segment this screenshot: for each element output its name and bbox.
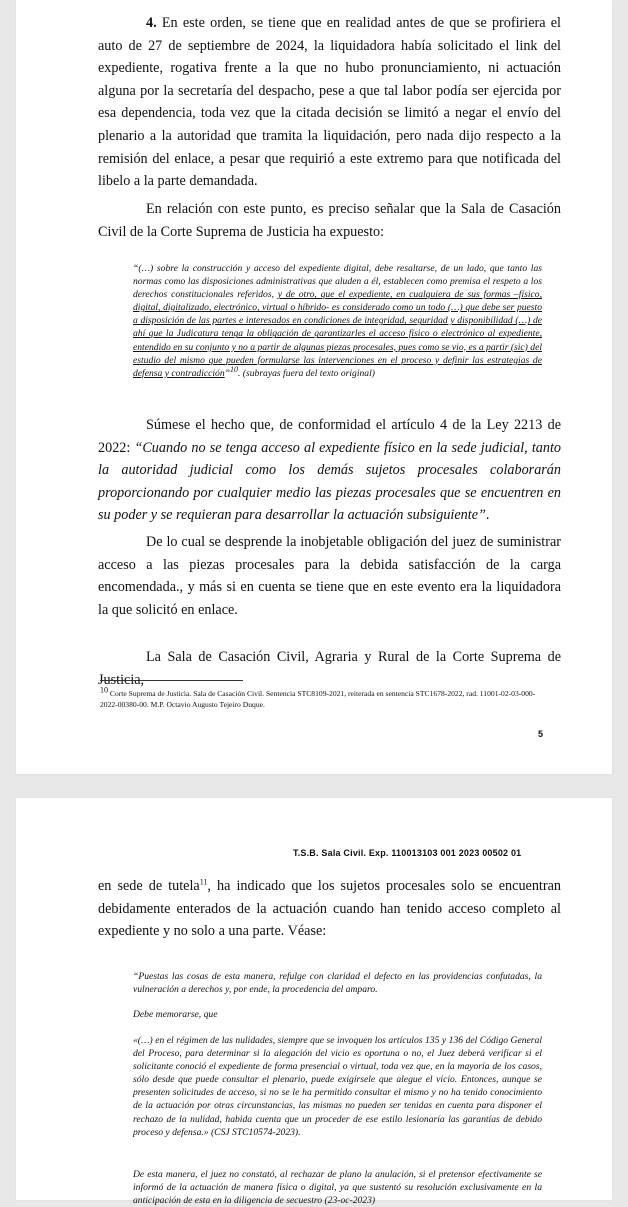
footnote-ref-11: 11 (199, 877, 208, 887)
paragraph-4: 4. En este orden, se tiene que en realidad antes de que se profiriera el auto de 27 de septiembre de 2024, la liquidadora había solicitado el link del expediente, rogativa frente a la que no hubo pronunciamiento, ni actuación alguna por la secretaría del despacho, pese a que tal labor podía ser ejercida por esa dependencia, toda vez que la citada decisión se limitó a negar el envío del plenario a la autoridad que tramita la liquidación, pero nada dijo respecto a la remisión del enlace, a pesar que requirió a este extremo para que notificada del libelo a la parte demandada. (98, 15, 561, 190)
page-number: 5 (538, 729, 544, 739)
quote-debe-memorarse: Debe memorarse, que (133, 1009, 218, 1020)
paragraph-sumese: Súmese el hecho que, de conformidad el artículo 4 de la Ley 2213 de 2022: “Cuando no se tenga acceso al expediente físico en la sede judicial, tanto la autoridad judicial como los demás sujetos procesales colaborarán proporcionando por cualquier medio las piezas procesales que se encuentren en su poder y se requieran para desarrollar la actuación subsiguiente”. (98, 417, 561, 524)
paragraph-sala: La Sala de Casación Civil, Agraria y Rural de la Corte Suprema de Justicia, (98, 649, 561, 688)
footnote-10: $^{10}$ Corte Suprema de Justicia. Sala de Casación Civil. Sentencia STC8109-2021, reiterada en sentencia STC1678-2022, rad. 11001-02-03-000-2022-00380-00. M.P. Octavio Augusto Tejeiro Duque. (100, 685, 536, 709)
law-quote: “Cuando no se tenga acceso al expediente físico en la sede judicial, tanto la autoridad judicial como los demás sujetos procesales colaborarán proporcionando por cualquier medio las piezas procesales que se encuentren en su poder y se requieran para desarrollar la actuación subsiguiente” (98, 439, 561, 524)
paragraph-sede-tutela: en sede de tutela$^{11}$, ha indicado que los sujetos procesales solo se encuentran debidamente enterados de la actuación cuando han tenido acceso completo al expediente y no solo a una parte. Véase: (98, 877, 561, 940)
paragraph-relacion: En relación con este punto, es preciso señalar que la Sala de Casación Civil de la Corte Suprema de Justicia ha expuesto: (98, 201, 561, 240)
paragraph-obligacion: De lo cual se desprende la inobjetable obligación del juez de suministrar acceso a las piezas procesales para la debida satisfacción de la carga encomendada., y más si en cuenta se tiene que en este evento era la liquidadora la que solicitó en enlace. (98, 534, 561, 618)
document-page-6 (16, 798, 612, 1207)
underlined-quote: y de otro, que el expediente, en cualquiera de sus formas –físico, digital, digitalizado, electrónico, virtual o híbrido- es considerado como un todo (…) que debe ser puesto a disposición de las partes e interesados en condiciones de integridad, seguridad y disponibilidad (…) de ahí que la Judicatura tenga la obligación de garantizarles el acceso físico o electrónico al expediente, entendido en su conjunto y no a partir de algunas piezas procesales, pues como se vio, es a partir (sic) del estudio del mismo que pueden formularse las intervenciones en el proceso y definir las estrategias de defensa y contradicción (133, 289, 542, 379)
paragraph-number: 4. (146, 15, 157, 31)
footnote-ref-10: 10 (230, 364, 238, 374)
block-quote-1: “(…) sobre la construcción y acceso del expediente digital, debe resaltarse, de un lado, que tanto las normas como las disposiciones administrativas que aluden a él, establecen como premisa el respeto a los derechos constitucionales referidos, y de otro, que el expediente, en cualquiera de sus formas –físico, digital, digitalizado, electrónico, virtual o híbrido- es considerado como un todo (…) que debe ser puesto a disposición de las partes e interesados en condiciones de integridad, seguridad y disponibilidad (…) de ahí que la Judicatura tenga la obligación de garantizarles el acceso físico o electrónico al expediente, entendido en su conjunto y no a partir de algunas piezas procesales, pues como se vio, es a partir (sic) del estudio del mismo que pueden formularse las intervenciones en el proceso y definir las estrategias de defensa y contradicción”$^{10}$. (subrayas fuera del texto original) (133, 263, 542, 379)
document-page-5 (16, 0, 612, 774)
footnote-divider (100, 680, 243, 681)
quote-de-esta-manera: De esta manera, el juez no constató, al rechazar de plano la anulación, si el pretensor efectivamente se informó de la actuación de manera física o digital, ya que sustentó su resolución exclusivamente en la anticipación de esta en la diligencia de secuestro (23-oc-2023) (133, 1169, 542, 1207)
page-header: T.S.B. Sala Civil. Exp. 110013103 001 2023 00502 01 (293, 848, 522, 858)
quote-nulidades: «(…) en el régimen de las nulidades, siempre que se invoquen los artículos 135 y 136 del Código General del Proceso, para determinar si la alegación del vicio es oportuna o no, el Juez deberá verificar si el solicitante conoció el expediente de forma presencial o virtual, toda vez que, en la mayoría de los casos, sólo desde que puede consultar el plenario, puede exigírsele que alegue el vicio. Entonces, aunque se presenten solicitudes de acceso, si no se le ha permitido consultar el mismo y no ha tenido conocimiento de la actuación por otras circunstancias, las mismas no pueden ser tenidas en cuenta para disponer el rechazo de la nulidad, habida cuenta que un proceder de ese estilo lesionaría las garantías de debido proceso y defensa.» (CSJ STC10574-2023). (133, 1035, 542, 1138)
quote-puestas: “Puestas las cosas de esta manera, refulge con claridad el defecto en las providencias confutadas, la vulneración a derechos y, por ende, la procedencia del amparo. (133, 971, 542, 996)
